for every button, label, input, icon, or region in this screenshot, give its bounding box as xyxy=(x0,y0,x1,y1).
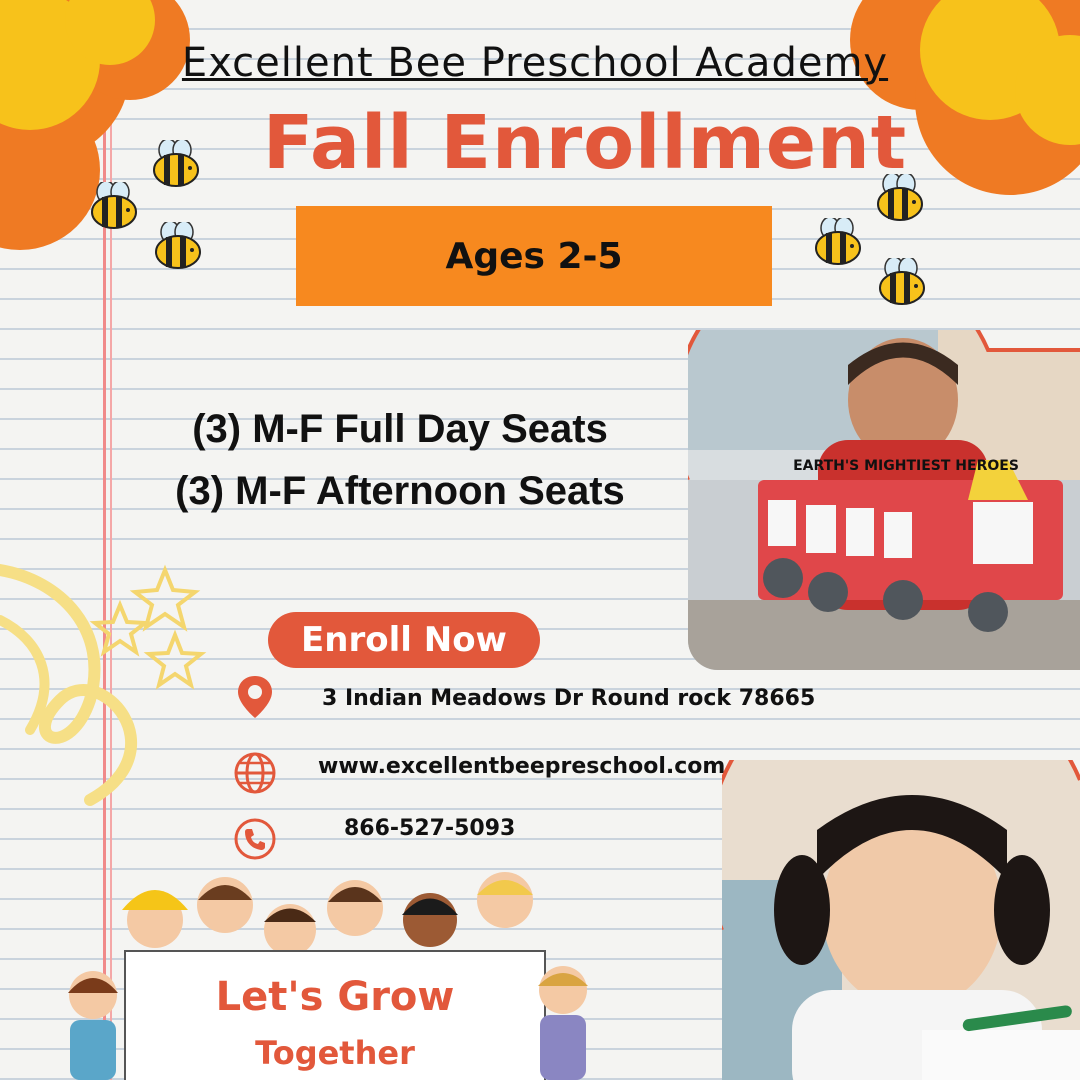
bee-icon xyxy=(150,140,206,190)
seat-line-afternoon: (3) M-F Afternoon Seats xyxy=(175,469,625,513)
photo-girl-drawing xyxy=(722,760,1080,1080)
boy-right-illustration xyxy=(518,960,608,1080)
website-link[interactable]: www.excellentbeepreschool.com xyxy=(318,754,726,779)
star-icon xyxy=(149,635,201,685)
location-pin-icon xyxy=(232,674,278,720)
globe-icon xyxy=(232,750,278,796)
bee-icon xyxy=(876,258,932,308)
lets-grow-sign xyxy=(124,950,546,1080)
photo-boy-fire-truck xyxy=(688,330,1080,670)
school-name-title: Excellent Bee Preschool Academy xyxy=(181,40,889,86)
ages-banner xyxy=(296,206,772,306)
sign-line-2: Together xyxy=(255,1034,415,1072)
sign-line-1: Let's Grow xyxy=(215,974,455,1020)
bee-icon xyxy=(812,218,868,268)
address-text: 3 Indian Meadows Dr Round rock 78665 xyxy=(322,686,816,711)
phone-number-text[interactable]: 866-527-5093 xyxy=(344,816,516,841)
photo-truck-label: EARTH'S MIGHTIEST HEROES xyxy=(793,458,1019,474)
bee-icon xyxy=(152,222,208,272)
ages-label: Ages 2-5 xyxy=(445,235,623,277)
enroll-now-button[interactable]: Enroll Now xyxy=(268,612,540,668)
fall-enrollment-headline: Fall Enrollment xyxy=(262,100,908,186)
star-icon xyxy=(95,605,145,652)
seat-availability-list xyxy=(140,398,660,522)
phone-icon xyxy=(232,816,278,862)
star-icon xyxy=(135,570,195,627)
girl-left-illustration xyxy=(48,965,138,1080)
bee-icon xyxy=(88,182,144,232)
scribble-decoration xyxy=(0,500,230,830)
seat-line-full-day: (3) M-F Full Day Seats xyxy=(192,407,608,451)
